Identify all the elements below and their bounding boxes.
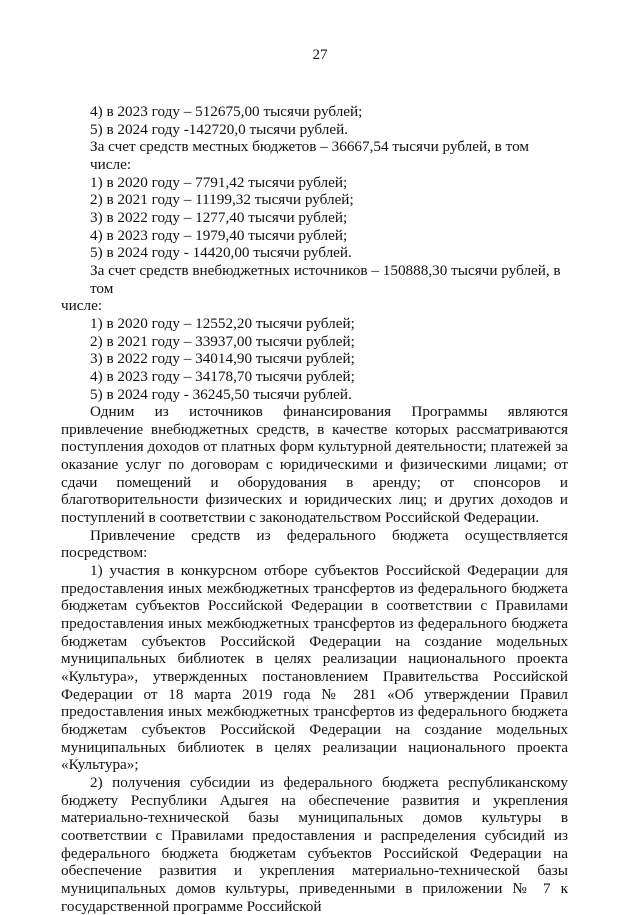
sources-paragraph: Одним из источников финансирования Программы являются привлечение внебюджетных средств, в качестве которых рассматриваются поступления доходов от платных форм культурной деятельности; платежей за оказание услуг по договорам с юридическими и физическими лицами; от сдачи помещений и оборудования в аренду; от спонсоров и благотворительности физических и юридических лиц; и других доходов и поступлений в соответствии с законодательством Российской Федерации. xyxy=(61,403,568,527)
list-item: 3) в 2022 году – 1277,40 тысячи рублей; xyxy=(90,208,348,226)
list-item: 2) в 2021 году – 11199,32 тысячи рублей; xyxy=(90,191,354,209)
federal-paragraph: Привлечение средств из федерального бюджета осуществляется посредством: xyxy=(61,526,568,562)
local-budgets-intro: За счет средств местных бюджетов – 36667,54 тысячи рублей, в том числе: xyxy=(90,138,530,173)
list-item: 5) в 2024 году -142720,0 тысячи рублей. xyxy=(90,120,349,138)
list-item: 4) в 2023 году – 1979,40 тысячи рублей; xyxy=(90,226,348,244)
list-item: 4) в 2023 году – 34178,70 тысячи рублей; xyxy=(90,367,355,385)
list-item: 2) в 2021 году – 33937,00 тысячи рублей; xyxy=(90,332,355,350)
list-item: 1) в 2020 году – 7791,42 тысячи рублей; xyxy=(90,173,348,191)
list-item: 3) в 2022 году – 34014,90 тысячи рублей; xyxy=(90,350,355,368)
list-item: 4) в 2023 году – 512675,00 тысячи рублей; xyxy=(90,103,363,120)
point-1-paragraph: 1) участия в конкурсном отборе субъектов Российской Федерации для предоставления иных межбюджетных трансфертов из федерального бюджета бюджетам субъектов Российской Федерации в соответствии с Правилами предоставления иных межбюджетных трансфертов из федерального бюджета бюджетам субъектов Российской Федерации на создание модельных муниципальных библиотек в целях реализации национального проекта «Культура», утвержденных постановлением Правительства Российской Федерации от 18 марта 2019 года № 281 «Об утверждении Правил предоставления иных межбюджетных трансфертов из федерального бюджета бюджетам субъектов Российской Федерации на создание модельных муниципальных библиотек в целях реализации национального проекта «Культура»; xyxy=(61,562,568,774)
list-item: 5) в 2024 году - 14420,00 тысячи рублей. xyxy=(90,244,352,262)
list-item: 5) в 2024 году - 36245,50 тысячи рублей. xyxy=(90,385,352,403)
page-number: 27 xyxy=(312,47,328,63)
document-body xyxy=(61,103,568,915)
list-item: 1) в 2020 году – 12552,20 тысячи рублей; xyxy=(90,314,355,332)
extrabudgetary-intro-continued: числе: xyxy=(61,297,103,315)
extrabudgetary-intro: За счет средств внебюджетных источников – 150888,30 тысячи рублей, в том xyxy=(90,261,561,297)
point-2-paragraph: 2) получения субсидии из федерального бюджета республиканскому бюджету Республики Адыгея на обеспечение развития и укрепления материально-технической базы муниципальных домов культуры в соответствии с Правилами предоставления и распределения субсидий из федерального бюджета бюджетам субъектов Российской Федерации на обеспечение развития и укрепления материально-технической базы муниципальных домов культуры, приведенными в приложении № 7 к государственной программе Российской xyxy=(61,773,568,915)
